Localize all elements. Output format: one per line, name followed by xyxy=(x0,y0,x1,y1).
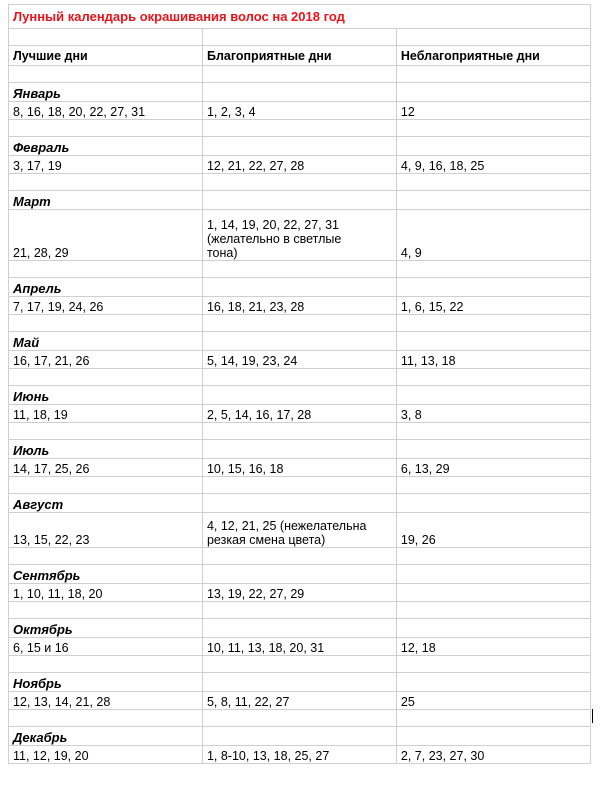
empty-cell[interactable] xyxy=(396,261,590,278)
empty-cell[interactable] xyxy=(202,120,396,137)
empty-cell[interactable] xyxy=(396,440,590,459)
empty-cell[interactable] xyxy=(9,602,203,619)
month-row xyxy=(9,386,591,405)
month-name[interactable]: Ноябрь xyxy=(9,673,203,692)
days-row xyxy=(9,405,591,423)
month-name[interactable]: Февраль xyxy=(9,137,203,156)
empty-cell[interactable] xyxy=(396,656,590,673)
days-row xyxy=(9,102,591,120)
gap-row xyxy=(9,602,591,619)
header-row xyxy=(9,46,591,66)
empty-cell[interactable] xyxy=(9,315,203,332)
best-days-cell[interactable]: 7, 17, 19, 24, 26 xyxy=(9,297,203,315)
bad-days-cell[interactable]: 4, 9 xyxy=(396,210,590,261)
best-days-cell[interactable]: 16, 17, 21, 26 xyxy=(9,351,203,369)
column-header-bad[interactable]: Неблагоприятные дни xyxy=(396,46,590,66)
gap-row xyxy=(9,710,591,727)
empty-cell[interactable] xyxy=(9,29,203,46)
empty-cell[interactable] xyxy=(396,477,590,494)
days-row xyxy=(9,459,591,477)
empty-cell[interactable] xyxy=(202,727,396,746)
empty-cell[interactable] xyxy=(9,656,203,673)
days-row xyxy=(9,692,591,710)
empty-cell[interactable] xyxy=(202,619,396,638)
days-row xyxy=(9,513,591,548)
empty-cell[interactable] xyxy=(202,174,396,191)
days-row xyxy=(9,351,591,369)
month-row xyxy=(9,673,591,692)
gap-row xyxy=(9,66,591,83)
good-days-cell[interactable]: 1, 14, 19, 20, 22, 27, 31 (желательно в светлые тона) xyxy=(202,210,396,261)
days-row xyxy=(9,210,591,261)
best-days-cell[interactable]: 6, 15 и 16 xyxy=(9,638,203,656)
empty-cell[interactable] xyxy=(202,548,396,565)
empty-cell[interactable] xyxy=(9,66,203,83)
empty-cell[interactable] xyxy=(202,83,396,102)
best-days-cell[interactable]: 14, 17, 25, 26 xyxy=(9,459,203,477)
empty-cell[interactable] xyxy=(396,386,590,405)
good-days-cell[interactable]: 2, 5, 14, 16, 17, 28 xyxy=(202,405,396,423)
good-days-cell[interactable]: 10, 15, 16, 18 xyxy=(202,459,396,477)
good-days-cell[interactable]: 5, 8, 11, 22, 27 xyxy=(202,692,396,710)
empty-cell[interactable] xyxy=(202,369,396,386)
good-days-cell[interactable]: 4, 12, 21, 25 (нежелательна резкая смена цвета) xyxy=(202,513,396,548)
good-days-cell[interactable]: 12, 21, 22, 27, 28 xyxy=(202,156,396,174)
empty-cell[interactable] xyxy=(202,66,396,83)
bad-days-cell[interactable]: 4, 9, 16, 18, 25 xyxy=(396,156,590,174)
bad-days-cell[interactable]: 25 xyxy=(396,692,590,710)
bad-days-cell[interactable]: 6, 13, 29 xyxy=(396,459,590,477)
empty-cell[interactable] xyxy=(9,120,203,137)
days-row xyxy=(9,746,591,764)
empty-cell[interactable] xyxy=(9,548,203,565)
empty-cell[interactable] xyxy=(396,548,590,565)
gap-row xyxy=(9,477,591,494)
empty-cell[interactable] xyxy=(396,332,590,351)
bad-days-cell[interactable]: 19, 26 xyxy=(396,513,590,548)
bad-days-cell[interactable]: 11, 13, 18 xyxy=(396,351,590,369)
gap-row xyxy=(9,315,591,332)
empty-cell[interactable] xyxy=(202,565,396,584)
empty-cell[interactable] xyxy=(396,494,590,513)
empty-cell[interactable] xyxy=(9,710,203,727)
gap-row xyxy=(9,656,591,673)
bad-days-cell[interactable]: 12, 18 xyxy=(396,638,590,656)
calendar-table xyxy=(8,4,591,764)
text-cursor xyxy=(592,709,593,723)
bad-days-cell[interactable]: 1, 6, 15, 22 xyxy=(396,297,590,315)
good-days-cell[interactable]: 5, 14, 19, 23, 24 xyxy=(202,351,396,369)
best-days-cell[interactable]: 13, 15, 22, 23 xyxy=(9,513,203,548)
page-title[interactable]: Лунный календарь окрашивания волос на 2018 год xyxy=(9,5,591,29)
gap-row xyxy=(9,369,591,386)
empty-cell[interactable] xyxy=(202,673,396,692)
gap-row xyxy=(9,120,591,137)
days-row xyxy=(9,297,591,315)
month-row xyxy=(9,83,591,102)
spreadsheet xyxy=(8,4,591,764)
empty-cell[interactable] xyxy=(396,120,590,137)
empty-cell[interactable] xyxy=(396,191,590,210)
month-name[interactable]: Июнь xyxy=(9,386,203,405)
good-days-cell[interactable]: 10, 11, 13, 18, 20, 31 xyxy=(202,638,396,656)
month-name[interactable]: Апрель xyxy=(9,278,203,297)
month-name[interactable]: Январь xyxy=(9,83,203,102)
column-header-best[interactable]: Лучшие дни xyxy=(9,46,203,66)
empty-cell[interactable] xyxy=(202,137,396,156)
month-row xyxy=(9,619,591,638)
best-days-cell[interactable]: 11, 18, 19 xyxy=(9,405,203,423)
gap-row xyxy=(9,174,591,191)
empty-cell[interactable] xyxy=(396,29,590,46)
empty-cell[interactable] xyxy=(396,137,590,156)
bad-days-cell[interactable]: 12 xyxy=(396,102,590,120)
empty-cell[interactable] xyxy=(396,369,590,386)
gap-row xyxy=(9,548,591,565)
empty-cell[interactable] xyxy=(202,191,396,210)
days-row xyxy=(9,584,591,602)
empty-cell[interactable] xyxy=(396,727,590,746)
empty-cell[interactable] xyxy=(396,66,590,83)
empty-cell[interactable] xyxy=(202,278,396,297)
empty-cell[interactable] xyxy=(202,477,396,494)
empty-cell[interactable] xyxy=(396,423,590,440)
month-row xyxy=(9,332,591,351)
good-days-cell[interactable]: 16, 18, 21, 23, 28 xyxy=(202,297,396,315)
month-row xyxy=(9,494,591,513)
bad-days-cell[interactable] xyxy=(396,584,590,602)
empty-cell[interactable] xyxy=(9,423,203,440)
empty-cell[interactable] xyxy=(396,602,590,619)
empty-cell[interactable] xyxy=(202,710,396,727)
empty-cell[interactable] xyxy=(202,261,396,278)
month-row xyxy=(9,440,591,459)
empty-cell[interactable] xyxy=(202,440,396,459)
column-header-good[interactable]: Благоприятные дни xyxy=(202,46,396,66)
blank-row xyxy=(9,29,591,46)
empty-cell[interactable] xyxy=(396,83,590,102)
good-days-cell[interactable]: 13, 19, 22, 27, 29 xyxy=(202,584,396,602)
good-days-cell[interactable]: 1, 2, 3, 4 xyxy=(202,102,396,120)
empty-cell[interactable] xyxy=(202,656,396,673)
empty-cell[interactable] xyxy=(202,29,396,46)
empty-cell[interactable] xyxy=(202,602,396,619)
best-days-cell[interactable]: 8, 16, 18, 20, 22, 27, 31 xyxy=(9,102,203,120)
month-name[interactable]: Октябрь xyxy=(9,619,203,638)
empty-cell[interactable] xyxy=(202,423,396,440)
best-days-cell[interactable]: 3, 17, 19 xyxy=(9,156,203,174)
empty-cell[interactable] xyxy=(396,278,590,297)
gap-row xyxy=(9,423,591,440)
empty-cell[interactable] xyxy=(396,174,590,191)
empty-cell[interactable] xyxy=(202,386,396,405)
month-name[interactable]: Май xyxy=(9,332,203,351)
month-name[interactable]: Июль xyxy=(9,440,203,459)
empty-cell[interactable] xyxy=(9,261,203,278)
best-days-cell[interactable]: 21, 28, 29 xyxy=(9,210,203,261)
month-row xyxy=(9,137,591,156)
empty-cell[interactable] xyxy=(396,565,590,584)
best-days-cell[interactable]: 1, 10, 11, 18, 20 xyxy=(9,584,203,602)
days-row xyxy=(9,638,591,656)
month-name[interactable]: Август xyxy=(9,494,203,513)
empty-cell[interactable] xyxy=(396,673,590,692)
month-name[interactable]: Сентябрь xyxy=(9,565,203,584)
empty-cell[interactable] xyxy=(9,477,203,494)
best-days-cell[interactable]: 12, 13, 14, 21, 28 xyxy=(9,692,203,710)
bad-days-cell[interactable]: 3, 8 xyxy=(396,405,590,423)
good-days-cell[interactable]: 1, 8-10, 13, 18, 25, 27 xyxy=(202,746,396,764)
empty-cell[interactable] xyxy=(9,369,203,386)
empty-cell[interactable] xyxy=(396,710,590,727)
month-row xyxy=(9,191,591,210)
empty-cell[interactable] xyxy=(396,315,590,332)
title-row xyxy=(9,5,591,29)
empty-cell[interactable] xyxy=(202,332,396,351)
empty-cell[interactable] xyxy=(202,494,396,513)
empty-cell[interactable] xyxy=(202,315,396,332)
best-days-cell[interactable]: 11, 12, 19, 20 xyxy=(9,746,203,764)
days-row xyxy=(9,156,591,174)
month-row xyxy=(9,278,591,297)
bad-days-cell[interactable]: 2, 7, 23, 27, 30 xyxy=(396,746,590,764)
month-row xyxy=(9,727,591,746)
empty-cell[interactable] xyxy=(396,619,590,638)
month-name[interactable]: Март xyxy=(9,191,203,210)
empty-cell[interactable] xyxy=(9,174,203,191)
month-name[interactable]: Декабрь xyxy=(9,727,203,746)
month-row xyxy=(9,565,591,584)
gap-row xyxy=(9,261,591,278)
